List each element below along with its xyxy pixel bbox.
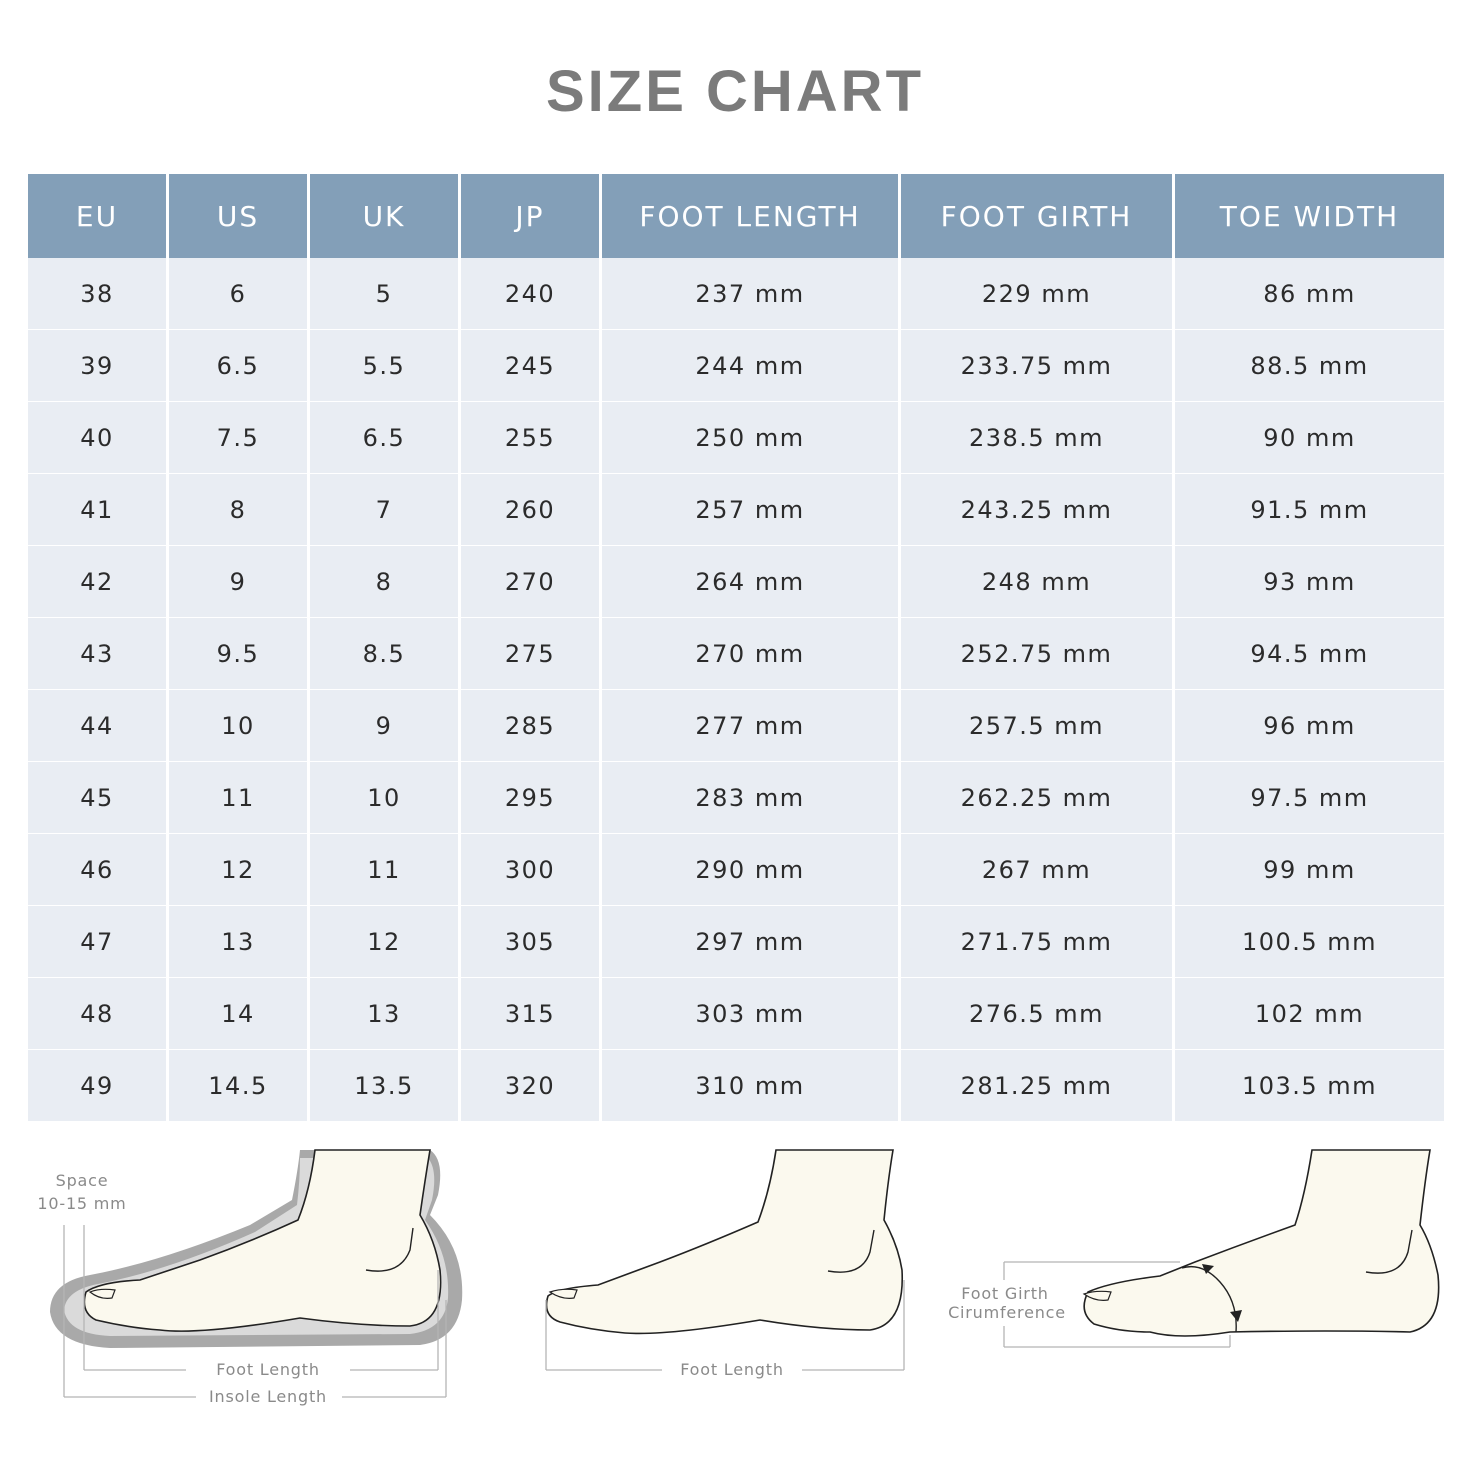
table-cell: 237 mm bbox=[602, 258, 901, 330]
girth-label-line1: Foot Girth bbox=[961, 1284, 1049, 1303]
table-cell: 41 bbox=[28, 474, 169, 546]
table-cell: 257 mm bbox=[602, 474, 901, 546]
table-cell: 275 bbox=[461, 618, 602, 690]
table-cell: 12 bbox=[310, 906, 461, 978]
table-cell: 295 bbox=[461, 762, 602, 834]
table-cell: 260 bbox=[461, 474, 602, 546]
table-cell: 297 mm bbox=[602, 906, 901, 978]
table-cell: 257.5 mm bbox=[901, 690, 1175, 762]
size-table bbox=[28, 174, 1444, 1122]
table-cell: 93 mm bbox=[1175, 546, 1444, 618]
table-cell: 8 bbox=[169, 474, 310, 546]
table-cell: 11 bbox=[169, 762, 310, 834]
table-cell: 310 mm bbox=[602, 1050, 901, 1122]
table-cell: 97.5 mm bbox=[1175, 762, 1444, 834]
table-cell: 245 bbox=[461, 330, 602, 402]
table-cell: 248 mm bbox=[901, 546, 1175, 618]
table-cell: 6 bbox=[169, 258, 310, 330]
table-cell: 46 bbox=[28, 834, 169, 906]
table-cell: 48 bbox=[28, 978, 169, 1050]
table-cell: 90 mm bbox=[1175, 402, 1444, 474]
foot-length-diagram bbox=[546, 1150, 904, 1379]
table-cell: 14.5 bbox=[169, 1050, 310, 1122]
insole-length-label: Insole Length bbox=[209, 1387, 327, 1406]
table-cell: 290 mm bbox=[602, 834, 901, 906]
header-foot-length: FOOT LENGTH bbox=[602, 174, 901, 258]
table-cell: 264 mm bbox=[602, 546, 901, 618]
table-cell: 300 bbox=[461, 834, 602, 906]
table-row bbox=[28, 402, 1444, 474]
table-cell: 9.5 bbox=[169, 618, 310, 690]
table-cell: 10 bbox=[310, 762, 461, 834]
header-eu: EU bbox=[28, 174, 169, 258]
table-cell: 9 bbox=[169, 546, 310, 618]
table-cell: 42 bbox=[28, 546, 169, 618]
foot-diagrams bbox=[0, 1140, 1470, 1440]
table-cell: 315 bbox=[461, 978, 602, 1050]
table-cell: 99 mm bbox=[1175, 834, 1444, 906]
foot-length-label-2: Foot Length bbox=[680, 1360, 784, 1379]
header-foot-girth: FOOT GIRTH bbox=[901, 174, 1175, 258]
foot-shape bbox=[84, 1150, 440, 1331]
table-cell: 240 bbox=[461, 258, 602, 330]
table-cell: 45 bbox=[28, 762, 169, 834]
table-cell: 10 bbox=[169, 690, 310, 762]
table-cell: 100.5 mm bbox=[1175, 906, 1444, 978]
foot-shape-2 bbox=[547, 1150, 903, 1333]
foot-girth-diagram bbox=[948, 1150, 1439, 1347]
table-cell: 267 mm bbox=[901, 834, 1175, 906]
table-cell: 238.5 mm bbox=[901, 402, 1175, 474]
space-value: 10-15 mm bbox=[37, 1194, 127, 1213]
table-cell: 8 bbox=[310, 546, 461, 618]
table-cell: 283 mm bbox=[602, 762, 901, 834]
table-body bbox=[28, 258, 1444, 1122]
table-cell: 262.25 mm bbox=[901, 762, 1175, 834]
table-cell: 47 bbox=[28, 906, 169, 978]
insole-diagram bbox=[37, 1150, 462, 1406]
table-cell: 103.5 mm bbox=[1175, 1050, 1444, 1122]
table-row bbox=[28, 618, 1444, 690]
table-cell: 250 mm bbox=[602, 402, 901, 474]
table-cell: 11 bbox=[310, 834, 461, 906]
table-cell: 277 mm bbox=[602, 690, 901, 762]
header-jp: JP bbox=[461, 174, 602, 258]
table-cell: 281.25 mm bbox=[901, 1050, 1175, 1122]
table-row bbox=[28, 330, 1444, 402]
table-row bbox=[28, 834, 1444, 906]
table-row bbox=[28, 546, 1444, 618]
table-row bbox=[28, 474, 1444, 546]
table-cell: 320 bbox=[461, 1050, 602, 1122]
table-cell: 255 bbox=[461, 402, 602, 474]
table-cell: 244 mm bbox=[602, 330, 901, 402]
table-cell: 88.5 mm bbox=[1175, 330, 1444, 402]
table-cell: 303 mm bbox=[602, 978, 901, 1050]
table-cell: 14 bbox=[169, 978, 310, 1050]
table-cell: 243.25 mm bbox=[901, 474, 1175, 546]
table-cell: 285 bbox=[461, 690, 602, 762]
table-cell: 13.5 bbox=[310, 1050, 461, 1122]
table-cell: 39 bbox=[28, 330, 169, 402]
girth-label-line2: Cirumference bbox=[948, 1303, 1066, 1322]
table-cell: 86 mm bbox=[1175, 258, 1444, 330]
table-cell: 5.5 bbox=[310, 330, 461, 402]
header-uk: UK bbox=[310, 174, 461, 258]
table-row bbox=[28, 906, 1444, 978]
table-cell: 13 bbox=[310, 978, 461, 1050]
table-cell: 7.5 bbox=[169, 402, 310, 474]
table-cell: 233.75 mm bbox=[901, 330, 1175, 402]
table-row bbox=[28, 690, 1444, 762]
table-cell: 305 bbox=[461, 906, 602, 978]
table-cell: 49 bbox=[28, 1050, 169, 1122]
table-cell: 6.5 bbox=[169, 330, 310, 402]
table-cell: 94.5 mm bbox=[1175, 618, 1444, 690]
table-cell: 43 bbox=[28, 618, 169, 690]
table-cell: 96 mm bbox=[1175, 690, 1444, 762]
table-cell: 8.5 bbox=[310, 618, 461, 690]
table-cell: 270 bbox=[461, 546, 602, 618]
table-cell: 13 bbox=[169, 906, 310, 978]
table-cell: 276.5 mm bbox=[901, 978, 1175, 1050]
table-row bbox=[28, 258, 1444, 330]
table-cell: 12 bbox=[169, 834, 310, 906]
header-us: US bbox=[169, 174, 310, 258]
table-cell: 271.75 mm bbox=[901, 906, 1175, 978]
foot-shape-3 bbox=[1084, 1150, 1439, 1336]
table-cell: 44 bbox=[28, 690, 169, 762]
table-cell: 270 mm bbox=[602, 618, 901, 690]
table-row bbox=[28, 762, 1444, 834]
space-label: Space bbox=[55, 1171, 109, 1190]
table-cell: 40 bbox=[28, 402, 169, 474]
table-cell: 102 mm bbox=[1175, 978, 1444, 1050]
header-toe-width: TOE WIDTH bbox=[1175, 174, 1444, 258]
table-cell: 7 bbox=[310, 474, 461, 546]
foot-length-label: Foot Length bbox=[216, 1360, 320, 1379]
table-cell: 6.5 bbox=[310, 402, 461, 474]
table-cell: 38 bbox=[28, 258, 169, 330]
table-cell: 5 bbox=[310, 258, 461, 330]
header-row bbox=[28, 174, 1444, 258]
table-row bbox=[28, 978, 1444, 1050]
table-row bbox=[28, 1050, 1444, 1122]
page-title: SIZE CHART bbox=[546, 59, 924, 124]
table-cell: 252.75 mm bbox=[901, 618, 1175, 690]
table-cell: 9 bbox=[310, 690, 461, 762]
table-cell: 91.5 mm bbox=[1175, 474, 1444, 546]
table-cell: 229 mm bbox=[901, 258, 1175, 330]
